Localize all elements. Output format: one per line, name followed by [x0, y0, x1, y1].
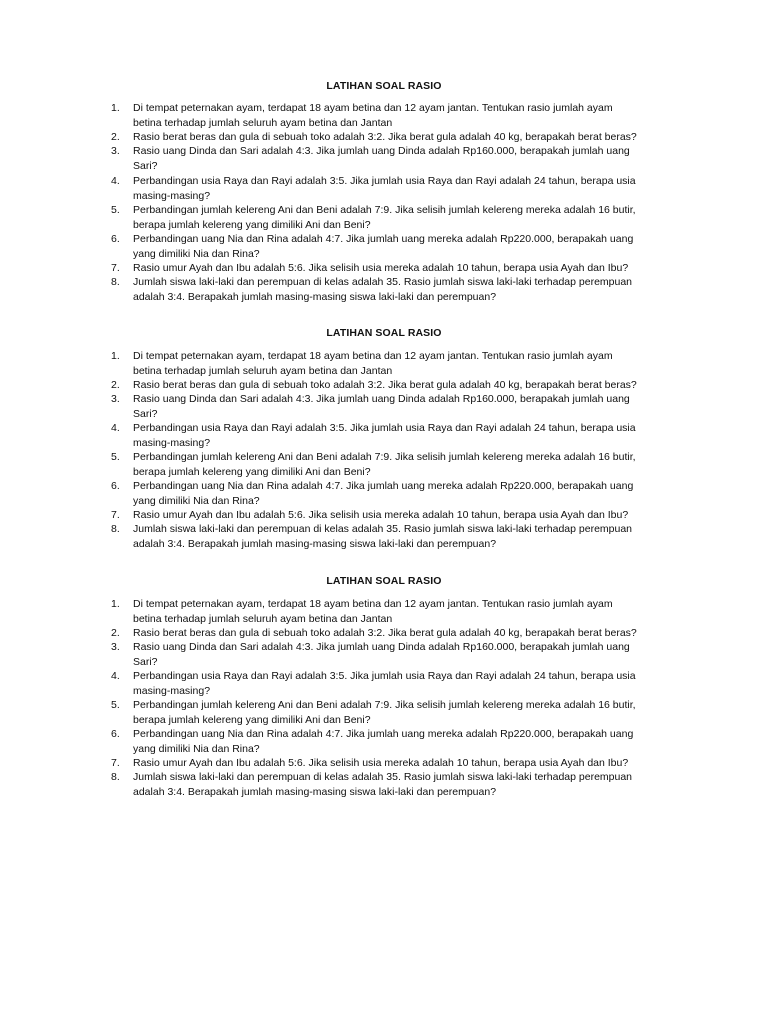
item-text: Perbandingan usia Raya dan Rayi adalah 3:5. Jika jumlah usia Raya dan Rayi adalah 24 tahun, berapa usia masing-masing?: [133, 670, 636, 697]
item-text: Rasio berat beras dan gula di sebuah toko adalah 3:2. Jika berat gula adalah 40 kg, berapakah berat beras?: [133, 627, 637, 639]
item-number: 7.: [111, 757, 120, 769]
item-text: Rasio umur Ayah dan Ibu adalah 5:6. Jika selisih usia mereka adalah 10 tahun, berapa usia Ayah dan Ibu?: [133, 509, 629, 521]
item-text: Perbandingan usia Raya dan Rayi adalah 3:5. Jika jumlah usia Raya dan Rayi adalah 24 tahun, berapa usia masing-masing?: [133, 175, 636, 202]
item-text: Jumlah siswa laki-laki dan perempuan di kelas adalah 35. Rasio jumlah siswa laki-laki terhadap perempuan adalah 3:4. Berapakah jumlah masing-masing siswa laki-laki dan perempuan?: [133, 523, 633, 550]
item-number: 3.: [111, 393, 120, 405]
item-number: 4.: [111, 175, 120, 187]
item-text: Perbandingan jumlah kelereng Ani dan Beni adalah 7:9. Jika selisih jumlah kelereng mereka adalah 16 butir, berapa jumlah kelereng yang dimiliki Ani dan Beni?: [133, 699, 636, 726]
item-text: Perbandingan uang Nia dan Rina adalah 4:7. Jika jumlah uang mereka adalah Rp220.000, berapakah uang yang dimiliki Nia dan Rina?: [133, 233, 634, 260]
item-number: 1.: [111, 350, 120, 362]
item-text: Jumlah siswa laki-laki dan perempuan di kelas adalah 35. Rasio jumlah siswa laki-laki terhadap perempuan adalah 3:4. Berapakah jumlah masing-masing siswa laki-laki dan perempuan?: [133, 276, 633, 303]
item-text: Rasio uang Dinda dan Sari adalah 4:3. Jika jumlah uang Dinda adalah Rp160.000, berapakah jumlah uang Sari?: [133, 641, 630, 668]
item-text: Jumlah siswa laki-laki dan perempuan di kelas adalah 35. Rasio jumlah siswa laki-laki terhadap perempuan adalah 3:4. Berapakah jumlah masing-masing siswa laki-laki dan perempuan?: [133, 771, 633, 798]
item-text: Di tempat peternakan ayam, terdapat 18 ayam betina dan 12 ayam jantan. Tentukan rasio jumlah ayam betina terhadap jumlah seluruh ayam betina dan Jantan: [133, 350, 613, 377]
item-number: 6.: [111, 480, 120, 492]
item-text: Rasio umur Ayah dan Ibu adalah 5:6. Jika selisih usia mereka adalah 10 tahun, berapa usia Ayah dan Ibu?: [133, 757, 629, 769]
item-number: 8.: [111, 276, 120, 288]
item-number: 3.: [111, 641, 120, 653]
item-text: Perbandingan uang Nia dan Rina adalah 4:7. Jika jumlah uang mereka adalah Rp220.000, berapakah uang yang dimiliki Nia dan Rina?: [133, 480, 634, 507]
item-text: Rasio uang Dinda dan Sari adalah 4:3. Jika jumlah uang Dinda adalah Rp160.000, berapakah jumlah uang Sari?: [133, 393, 630, 420]
item-number: 2.: [111, 627, 120, 639]
item-text: Rasio uang Dinda dan Sari adalah 4:3. Jika jumlah uang Dinda adalah Rp160.000, berapakah jumlah uang Sari?: [133, 145, 630, 172]
item-text: Perbandingan usia Raya dan Rayi adalah 3:5. Jika jumlah usia Raya dan Rayi adalah 24 tahun, berapa usia masing-masing?: [133, 422, 636, 449]
item-number: 1.: [111, 102, 120, 114]
section-title: LATIHAN SOAL RASIO: [326, 327, 442, 339]
item-number: 5.: [111, 451, 120, 463]
item-number: 7.: [111, 262, 120, 274]
item-number: 4.: [111, 422, 120, 434]
item-number: 5.: [111, 204, 120, 216]
item-number: 6.: [111, 728, 120, 740]
item-number: 3.: [111, 145, 120, 157]
item-text: Di tempat peternakan ayam, terdapat 18 ayam betina dan 12 ayam jantan. Tentukan rasio jumlah ayam betina terhadap jumlah seluruh ayam betina dan Jantan: [133, 598, 613, 625]
item-number: 6.: [111, 233, 120, 245]
item-number: 8.: [111, 523, 120, 535]
section-title: LATIHAN SOAL RASIO: [326, 575, 442, 587]
item-text: Perbandingan uang Nia dan Rina adalah 4:7. Jika jumlah uang mereka adalah Rp220.000, berapakah uang yang dimiliki Nia dan Rina?: [133, 728, 634, 755]
item-number: 2.: [111, 131, 120, 143]
item-number: 1.: [111, 598, 120, 610]
item-number: 8.: [111, 771, 120, 783]
item-number: 2.: [111, 379, 120, 391]
item-text: Rasio umur Ayah dan Ibu adalah 5:6. Jika selisih usia mereka adalah 10 tahun, berapa usia Ayah dan Ibu?: [133, 262, 629, 274]
item-text: Perbandingan jumlah kelereng Ani dan Beni adalah 7:9. Jika selisih jumlah kelereng mereka adalah 16 butir, berapa jumlah kelereng yang dimiliki Ani dan Beni?: [133, 204, 636, 231]
item-number: 7.: [111, 509, 120, 521]
item-text: Rasio berat beras dan gula di sebuah toko adalah 3:2. Jika berat gula adalah 40 kg, berapakah berat beras?: [133, 379, 637, 391]
item-number: 4.: [111, 670, 120, 682]
item-text: Di tempat peternakan ayam, terdapat 18 ayam betina dan 12 ayam jantan. Tentukan rasio jumlah ayam betina terhadap jumlah seluruh ayam betina dan Jantan: [133, 102, 613, 129]
section-title: LATIHAN SOAL RASIO: [326, 80, 442, 92]
item-text: Rasio berat beras dan gula di sebuah toko adalah 3:2. Jika berat gula adalah 40 kg, berapakah berat beras?: [133, 131, 637, 143]
item-number: 5.: [111, 699, 120, 711]
item-text: Perbandingan jumlah kelereng Ani dan Beni adalah 7:9. Jika selisih jumlah kelereng mereka adalah 16 butir, berapa jumlah kelereng yang dimiliki Ani dan Beni?: [133, 451, 636, 478]
